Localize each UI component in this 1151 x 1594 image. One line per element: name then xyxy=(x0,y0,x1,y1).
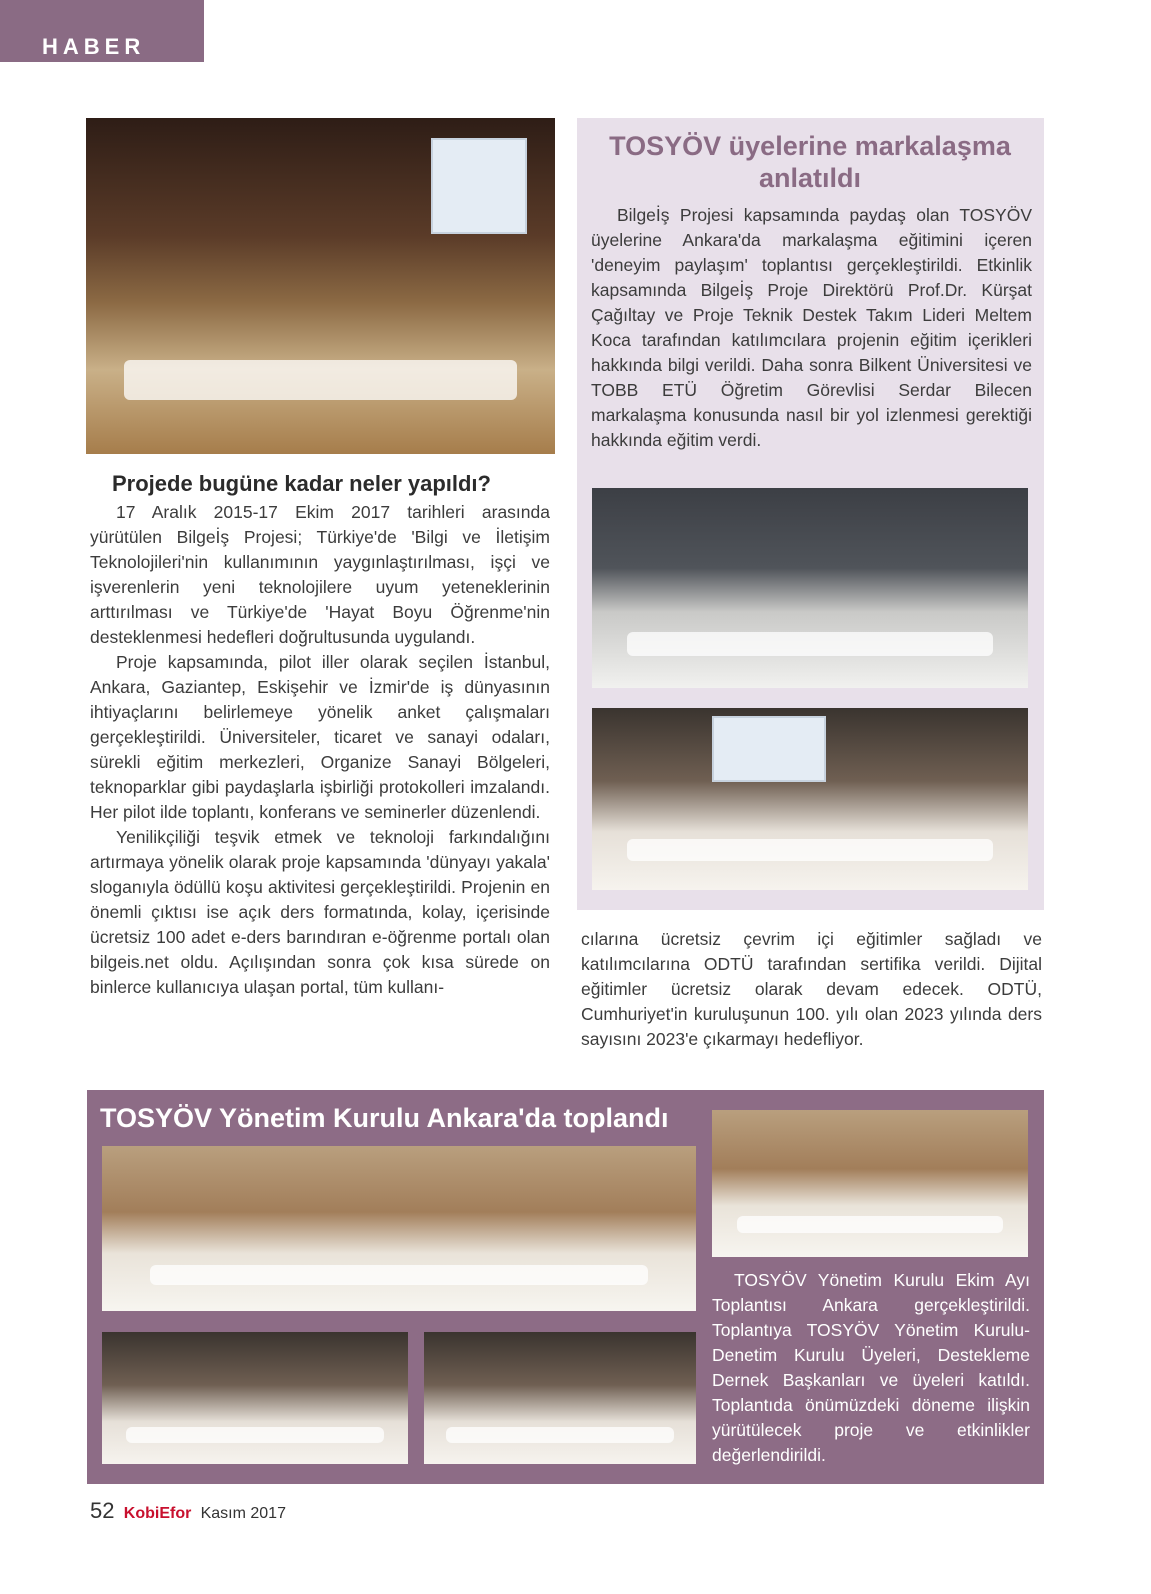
seminar-room-photo xyxy=(592,708,1028,890)
board-meeting-title: TOSYÖV Yönetim Kurulu Ankara'da toplandı xyxy=(100,1103,669,1133)
article-paragraph: cılarına ücretsiz çevrim içi eğitimler sağladı ve katılımcılarına ODTÜ tarafından sertifika verildi. Dijital eğitimler ücretsiz olarak devam edecek. ODTÜ, Cumhuriyet'in kuruluşunun 100. yılı olan 2023 yılında ders sayısını 2023'e çıkarmayı hedefliyor. xyxy=(581,929,1042,1049)
board-meeting-caption: TOSYÖV Yönetim Kurulu Ekim Ayı Toplantısı Ankara gerçekleştirildi. Toplantıya TOSYÖV Yönetim Kurulu-Denetim Kurulu Üyeleri, Destekleme Dernek Başkanları ve üyeleri katıldı. Toplantıda önümüzdeki döneme ilişkin yürütülecek proje ve etkinlikler değerlendirildi. xyxy=(712,1270,1030,1465)
board-meeting-photo-main xyxy=(102,1146,696,1311)
article-paragraph: Proje kapsamında, pilot iller olarak seçilen İstanbul, Ankara, Gaziantep, Eskişehir ve İzmir'de iş dünyasının ihtiyaçlarını belirlemeye yönelik anket çalışmaları gerçekleştirildi. Üniversiteler, ticaret ve sanayi odaları, sürekli eğitim merkezleri, Organize Sanayi Bölgeleri, teknoparklar gibi paydaşlarla işbirliği protokolleri imzalandı. Her pilot ilde toplantı, konferans ve seminerler düzenlendi. xyxy=(90,652,550,822)
sidebar-title: TOSYÖV üyelerine markalaşma anlatıldı xyxy=(609,131,1011,193)
article-continuation xyxy=(581,927,1042,1052)
article-body xyxy=(90,500,550,1000)
sidebar-paragraph: Bilgeİş Projesi kapsamında paydaş olan TOSYÖV üyelerine Ankara'da markalaşma eğitimini içeren 'deneyim paylaşım' toplantısı gerçekleştirildi. Etkinlik kapsamında Bilgeİş Proje Direktörü Prof.Dr. Kürşat Çağıltay ve Proje Teknik Destek Takım Lideri Meltem Koca tarafından katılımcılara projenin eğitim içerikleri hakkında bilgi verildi. Daha sonra Bilkent Üniversitesi ve TOBB ETÜ Öğretim Görevlisi Serdar Bilecen markalaşma konusunda nasıl bir yol izlenmesi gerektiği hakkında eğitim verdi. xyxy=(591,205,1032,450)
article-paragraph: Yenilikçiliği teşvik etmek ve teknoloji farkındalığını artırmaya yönelik olarak proje kapsamında 'dünyayı yakala' sloganıyla ödüllü koşu aktivitesi gerçekleştirildi. Projenin en önemli çıktısı ise açık ders formatında, kolay, içerisinde ücretsiz 100 adet e-ders barındıran e-öğrenme portalı olan bilgeis.net oldu. Açılışından sonra çok kısa sürede on binlerce kullanıcıya ulaşan portal, tüm kullanı- xyxy=(90,827,550,997)
section-label: HABER xyxy=(0,0,204,62)
page-number: 52 xyxy=(90,1498,115,1523)
issue-date: Kasım 2017 xyxy=(200,1505,286,1522)
article-heading: Projede bugüne kadar neler yapıldı? xyxy=(112,471,491,496)
sidebar-body xyxy=(591,203,1032,453)
page-footer xyxy=(90,1498,286,1524)
magazine-name: KobiEfor xyxy=(123,1505,192,1522)
board-meeting-photo-bottom-middle xyxy=(424,1332,696,1464)
conference-hall-photo xyxy=(86,118,555,454)
article-paragraph: 17 Aralık 2015-17 Ekim 2017 tarihleri arasında yürütülen Bilgeİş Projesi; Türkiye'de 'Bilgi ve İletişim Teknolojileri'nin kullanımının yaygınlaştırılması, işçi ve işverenlerin yeni teknolojilere uyum yeteneklerinin arttırılması ve Türkiye'de 'Hayat Boyu Öğrenme'nin desteklenmesi hedefleri doğrultusunda uygulandı. xyxy=(90,502,550,647)
training-session-photo xyxy=(592,488,1028,688)
board-meeting-photo-right xyxy=(712,1110,1028,1257)
board-meeting-photo-bottom-left xyxy=(102,1332,408,1464)
